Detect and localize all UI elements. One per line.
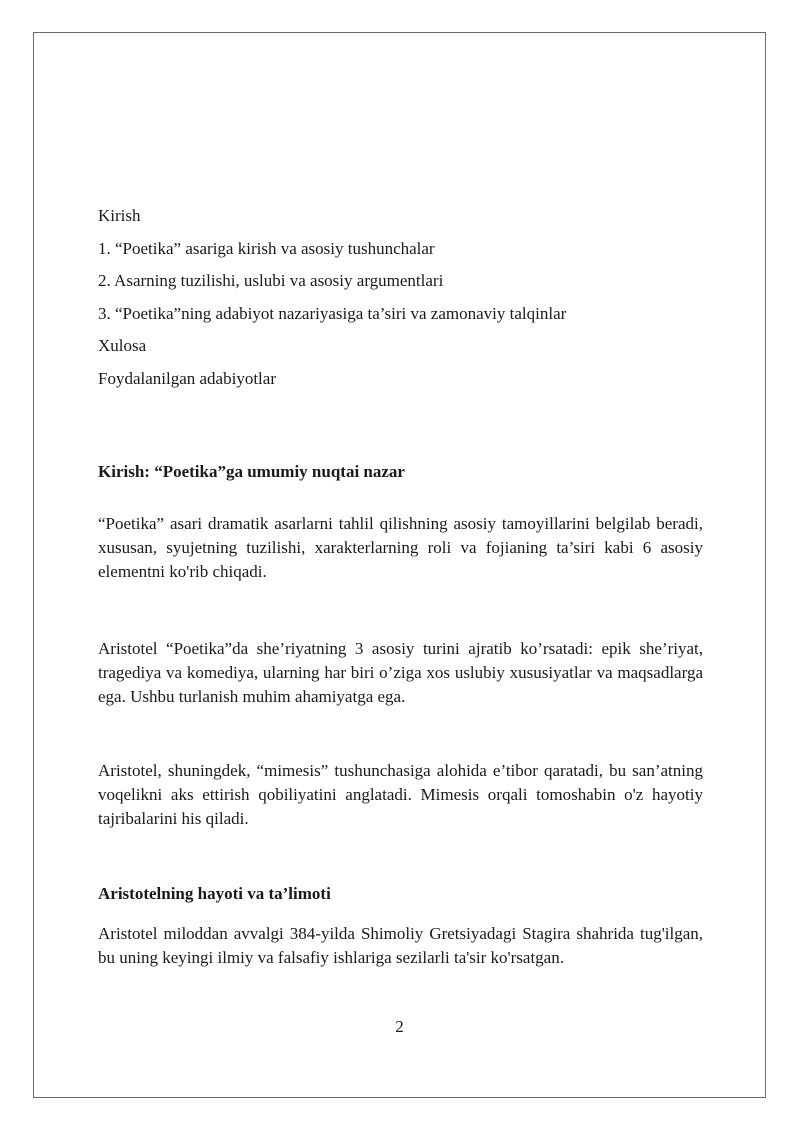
paragraph: Aristotel “Poetika”da she’riyatning 3 asosiy turini ajratib ko’rsatadi: epik she’riyat, tragediya va komediya, ularning har biri o’ziga xos uslubiy xususiyatlar va maqsadlarga ega. Ushbu turlanish muhim ahamiyatga ega. xyxy=(98,639,703,706)
toc-item-intro: Kirish xyxy=(98,206,141,225)
toc-item-references: Foydalanilgan adabiyotlar xyxy=(98,368,276,388)
document-page xyxy=(33,32,766,1098)
table-of-contents xyxy=(98,200,703,396)
toc-item-conclusion: Xulosa xyxy=(98,336,147,356)
section-heading-intro: Kirish: “Poetika”ga umumiy nuqtai nazar xyxy=(98,462,405,481)
paragraph: Aristotel miloddan avvalgi 384-yilda Shimoliy Gretsiyadagi Stagira shahrida tug'ilgan, bu uning keyingi ilmiy va falsafiy ishlariga sezilarli ta'sir ko'rsatgan. xyxy=(98,924,703,967)
page-number: 2 xyxy=(395,1017,404,1036)
section-heading-biography: Aristotelning hayoti va ta’limoti xyxy=(98,884,331,903)
paragraph: Aristotel, shuningdek, “mimesis” tushunchasiga alohida e’tibor qaratadi, bu san’atning voqelikni aks ettirish qobiliyatini anglatadi. Mimesis orqali tomoshabin o'z hayotiy tajribalarini his qiladi. xyxy=(98,761,703,828)
toc-item-chapter-3: 3. “Poetika”ning adabiyot nazariyasiga ta’siri va zamonaviy talqinlar xyxy=(98,303,567,323)
paragraph: “Poetika” asari dramatik asarlarni tahlil qilishning asosiy tamoyillarini belgilab beradi, xususan, syujetning tuzilishi, xarakterlarning roli va fojianing ta’siri kabi 6 asosiy elementni ko'rib chiqadi. xyxy=(98,514,703,581)
toc-item-chapter-1: 1. “Poetika” asariga kirish va asosiy tushunchalar xyxy=(98,238,435,258)
toc-item-chapter-2: 2. Asarning tuzilishi, uslubi va asosiy argumentlari xyxy=(98,271,444,291)
